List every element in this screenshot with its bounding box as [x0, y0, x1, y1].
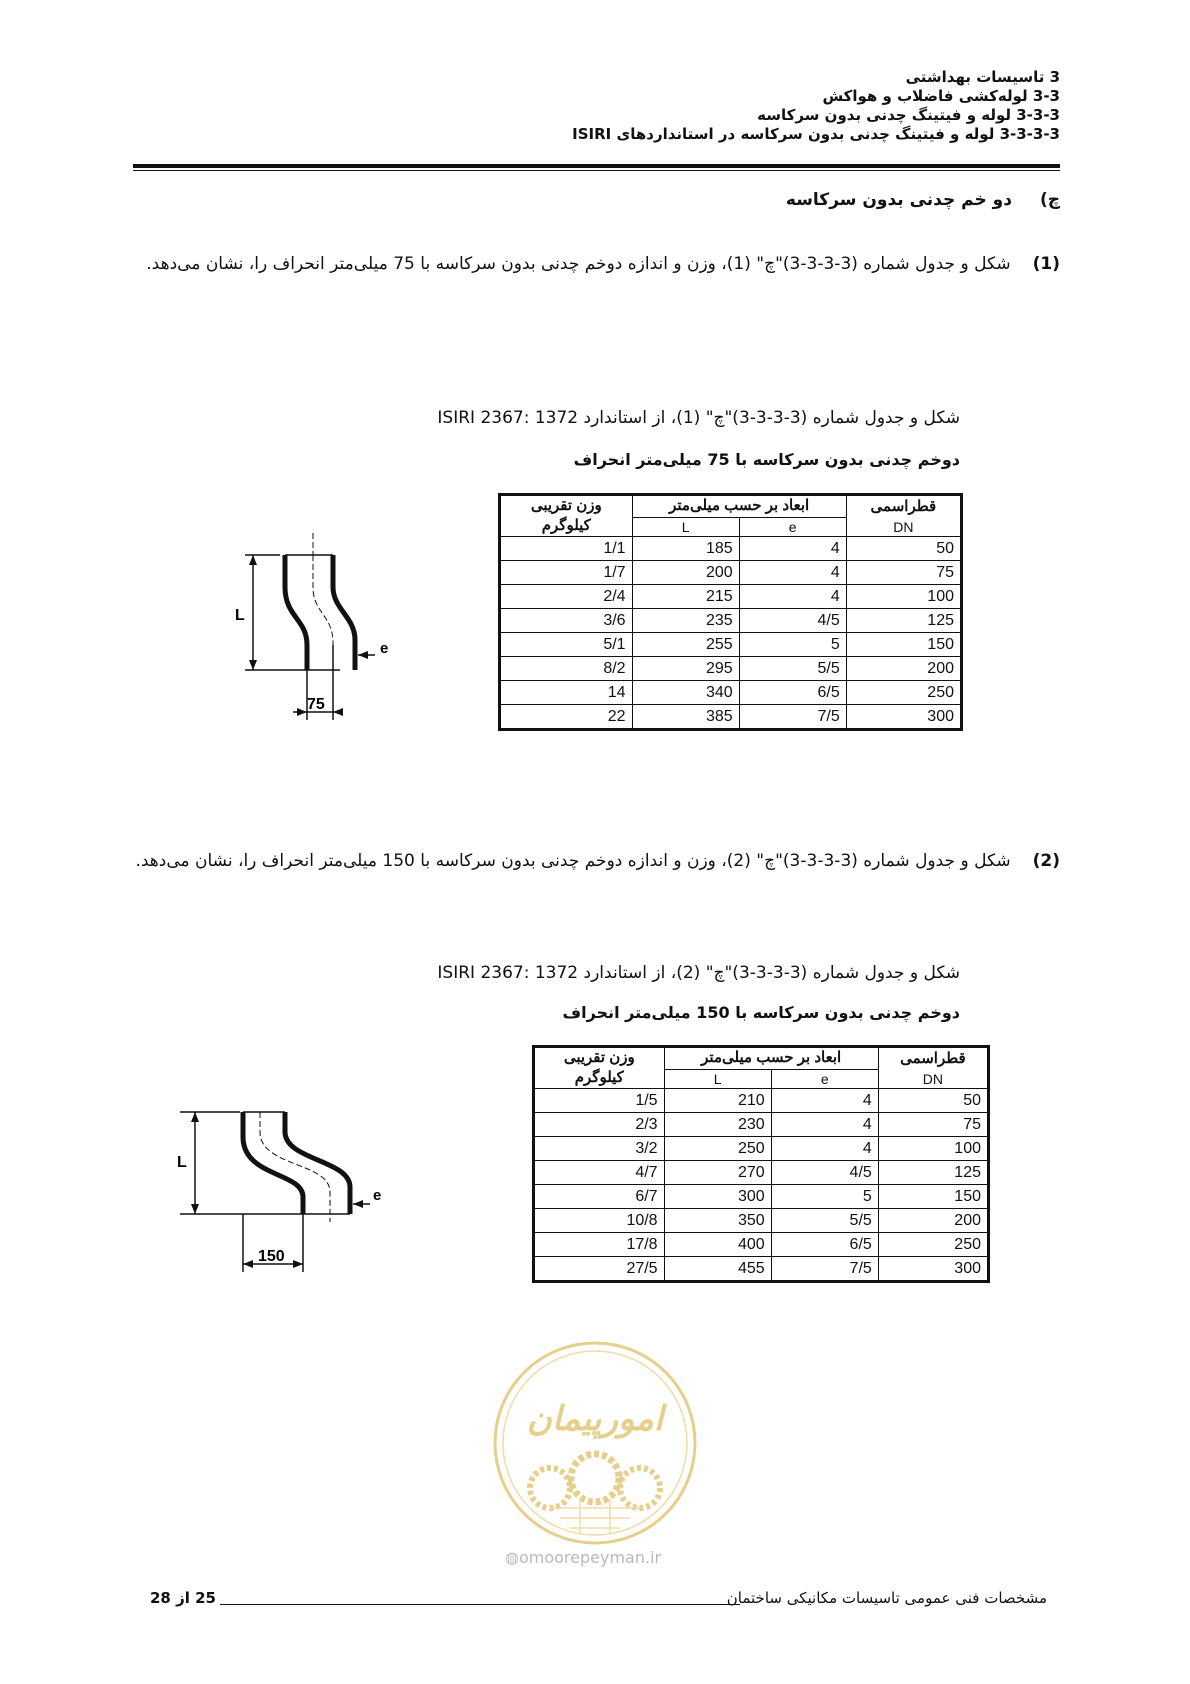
figure2-caption: شکل و جدول شماره (3-3-3-3)"چ" (2)، از استاندارد ISIRI 2367: 1372	[437, 963, 960, 983]
table-row	[500, 681, 962, 705]
L-cell: 270	[664, 1161, 771, 1185]
item1-paragraph	[135, 243, 1060, 285]
watermark-url	[505, 1548, 661, 1567]
e-cell: 4	[739, 561, 846, 585]
table-row	[534, 1257, 989, 1282]
e-cell: 7/5	[771, 1257, 878, 1282]
col-dims-header: ابعاد بر حسب میلی‌متر	[664, 1047, 878, 1070]
L-cell: 200	[632, 561, 739, 585]
table-row	[500, 633, 962, 657]
weight-cell: 8/2	[500, 657, 633, 681]
weight-cell: 1/1	[500, 537, 633, 561]
weight-cell: 1/7	[500, 561, 633, 585]
e-cell: 4	[739, 585, 846, 609]
dn-cell: 150	[878, 1185, 988, 1209]
dn-cell: 100	[878, 1137, 988, 1161]
L-cell: 455	[664, 1257, 771, 1282]
col-e-header: e	[739, 517, 846, 536]
e-cell: 4	[771, 1113, 878, 1137]
globe-icon: ◍	[505, 1548, 519, 1567]
section-marker: چ)	[1039, 190, 1060, 210]
item1-number: (1)	[1032, 254, 1060, 274]
L-cell: 350	[664, 1209, 771, 1233]
figure2-table	[532, 1045, 990, 1283]
footer-page-number: 25 از 28	[150, 1589, 216, 1607]
e-cell: 5/5	[739, 657, 846, 681]
L-cell: 250	[664, 1137, 771, 1161]
L-cell: 400	[664, 1233, 771, 1257]
L-cell: 385	[632, 705, 739, 730]
dn-cell: 100	[846, 585, 961, 609]
dn-cell: 250	[846, 681, 961, 705]
watermark-logo	[490, 1338, 700, 1548]
weight-cell: 3/6	[500, 609, 633, 633]
header-chapter: 3 تاسیسات بهداشتی	[905, 68, 1060, 86]
e-cell: 5/5	[771, 1209, 878, 1233]
dn-cell: 75	[878, 1113, 988, 1137]
e-cell: 4	[739, 537, 846, 561]
e-cell: 4/5	[739, 609, 846, 633]
dn-cell: 150	[846, 633, 961, 657]
e-cell: 6/5	[739, 681, 846, 705]
L-cell: 235	[632, 609, 739, 633]
dn-cell: 125	[846, 609, 961, 633]
figure2-offset-bend-drawing	[165, 1082, 425, 1292]
figure2-subcaption: دوخم چدنی بدون سرکاسه با 150 میلی‌متر انحراف	[562, 1003, 960, 1022]
col-dn-header: قطراسمی	[846, 495, 961, 518]
item2-paragraph	[135, 840, 1060, 882]
e-cell: 4	[771, 1089, 878, 1113]
e-cell: 4/5	[771, 1161, 878, 1185]
L-cell: 210	[664, 1089, 771, 1113]
item2-text: شکل و جدول شماره (3-3-3-3)"چ" (2)، وزن و اندازه دوخم چدنی بدون سرکاسه با 150 میلی‌متر انحراف را، نشان می‌دهد.	[135, 851, 1011, 871]
e-cell: 5	[739, 633, 846, 657]
item1-text: شکل و جدول شماره (3-3-3-3)"چ" (1)، وزن و اندازه دوخم چدنی بدون سرکاسه با 75 میلی‌متر انحراف را، نشان می‌دهد.	[146, 254, 1011, 274]
weight-cell: 22	[500, 705, 633, 730]
figure1-table	[498, 493, 963, 731]
col-dn-subheader: DN	[846, 517, 961, 536]
dn-cell: 200	[846, 657, 961, 681]
table-header-row	[534, 1047, 989, 1070]
header-subsection: 3-3-3 لوله و فیتینگ چدنی بدون سرکاسه	[757, 106, 1060, 124]
figure1-dim-offset-label: 75	[307, 696, 325, 713]
col-dn-header: قطراسمی	[878, 1047, 988, 1070]
col-L-header: L	[632, 517, 739, 536]
table-row	[534, 1089, 989, 1113]
weight-cell: 4/7	[534, 1161, 665, 1185]
item2-number: (2)	[1032, 851, 1060, 871]
weight-cell: 3/2	[534, 1137, 665, 1161]
table-row	[534, 1233, 989, 1257]
weight-cell: 27/5	[534, 1257, 665, 1282]
table-row	[500, 705, 962, 730]
e-cell: 6/5	[771, 1233, 878, 1257]
weight-cell: 6/7	[534, 1185, 665, 1209]
figure2-dim-e-label: e	[373, 1187, 382, 1204]
table-row	[500, 561, 962, 585]
dn-cell: 125	[878, 1161, 988, 1185]
section-title-text: دو خم چدنی بدون سرکاسه	[785, 190, 1012, 210]
figure1-offset-bend-drawing	[225, 525, 435, 740]
table-row	[500, 537, 962, 561]
col-weight-header: وزن تقریبی کیلوگرم	[534, 1047, 665, 1089]
section-title	[786, 190, 1060, 210]
dn-cell: 200	[878, 1209, 988, 1233]
dn-cell: 50	[846, 537, 961, 561]
weight-cell: 2/4	[500, 585, 633, 609]
footer-rule	[220, 1604, 740, 1605]
figure1-dim-L-label: L	[235, 607, 245, 624]
header-subsubsection: 3-3-3-3 لوله و فیتینگ چدنی بدون سرکاسه در استانداردهای ISIRI	[572, 125, 1060, 143]
figure1-caption: شکل و جدول شماره (3-3-3-3)"چ" (1)، از استاندارد ISIRI 2367: 1372	[437, 408, 960, 428]
L-cell: 215	[632, 585, 739, 609]
header-rule-thick	[133, 164, 1060, 168]
table-row	[534, 1185, 989, 1209]
table-header-row	[500, 495, 962, 518]
table-row	[534, 1137, 989, 1161]
header-section: 3-3 لوله‌کشی فاضلاب و هواکش	[822, 87, 1060, 105]
col-dn-subheader: DN	[878, 1069, 988, 1088]
e-cell: 4	[771, 1137, 878, 1161]
figure2-dim-offset-label: 150	[258, 1248, 285, 1265]
figure1-dim-e-label: e	[380, 640, 389, 657]
col-weight-header: وزن تقریبی کیلوگرم	[500, 495, 633, 537]
col-L-header: L	[664, 1069, 771, 1088]
dn-cell: 300	[846, 705, 961, 730]
dn-cell: 75	[846, 561, 961, 585]
col-e-header: e	[771, 1069, 878, 1088]
dn-cell: 300	[878, 1257, 988, 1282]
footer-title: مشخصات فنی عمومی تاسیسات مکانیکی ساختمان	[726, 1589, 1047, 1607]
table-row	[534, 1113, 989, 1137]
weight-cell: 1/5	[534, 1089, 665, 1113]
header-rule-thin	[133, 170, 1060, 171]
e-cell: 5	[771, 1185, 878, 1209]
L-cell: 340	[632, 681, 739, 705]
col-dims-header: ابعاد بر حسب میلی‌متر	[632, 495, 846, 518]
L-cell: 230	[664, 1113, 771, 1137]
figure2-dim-L-label: L	[177, 1154, 187, 1171]
weight-cell: 14	[500, 681, 633, 705]
L-cell: 300	[664, 1185, 771, 1209]
L-cell: 295	[632, 657, 739, 681]
dn-cell: 50	[878, 1089, 988, 1113]
figure1-subcaption: دوخم چدنی بدون سرکاسه با 75 میلی‌متر انحراف	[573, 450, 960, 469]
watermark-url-text: omoorepeyman.ir	[518, 1548, 662, 1567]
watermark-logo-text: امورپیمان	[526, 1400, 664, 1438]
table-row	[500, 657, 962, 681]
weight-cell: 10/8	[534, 1209, 665, 1233]
e-cell: 7/5	[739, 705, 846, 730]
weight-cell: 17/8	[534, 1233, 665, 1257]
dn-cell: 250	[878, 1233, 988, 1257]
L-cell: 255	[632, 633, 739, 657]
table-row	[534, 1161, 989, 1185]
table-row	[534, 1209, 989, 1233]
table-row	[500, 609, 962, 633]
weight-cell: 5/1	[500, 633, 633, 657]
L-cell: 185	[632, 537, 739, 561]
weight-cell: 2/3	[534, 1113, 665, 1137]
table-row	[500, 585, 962, 609]
